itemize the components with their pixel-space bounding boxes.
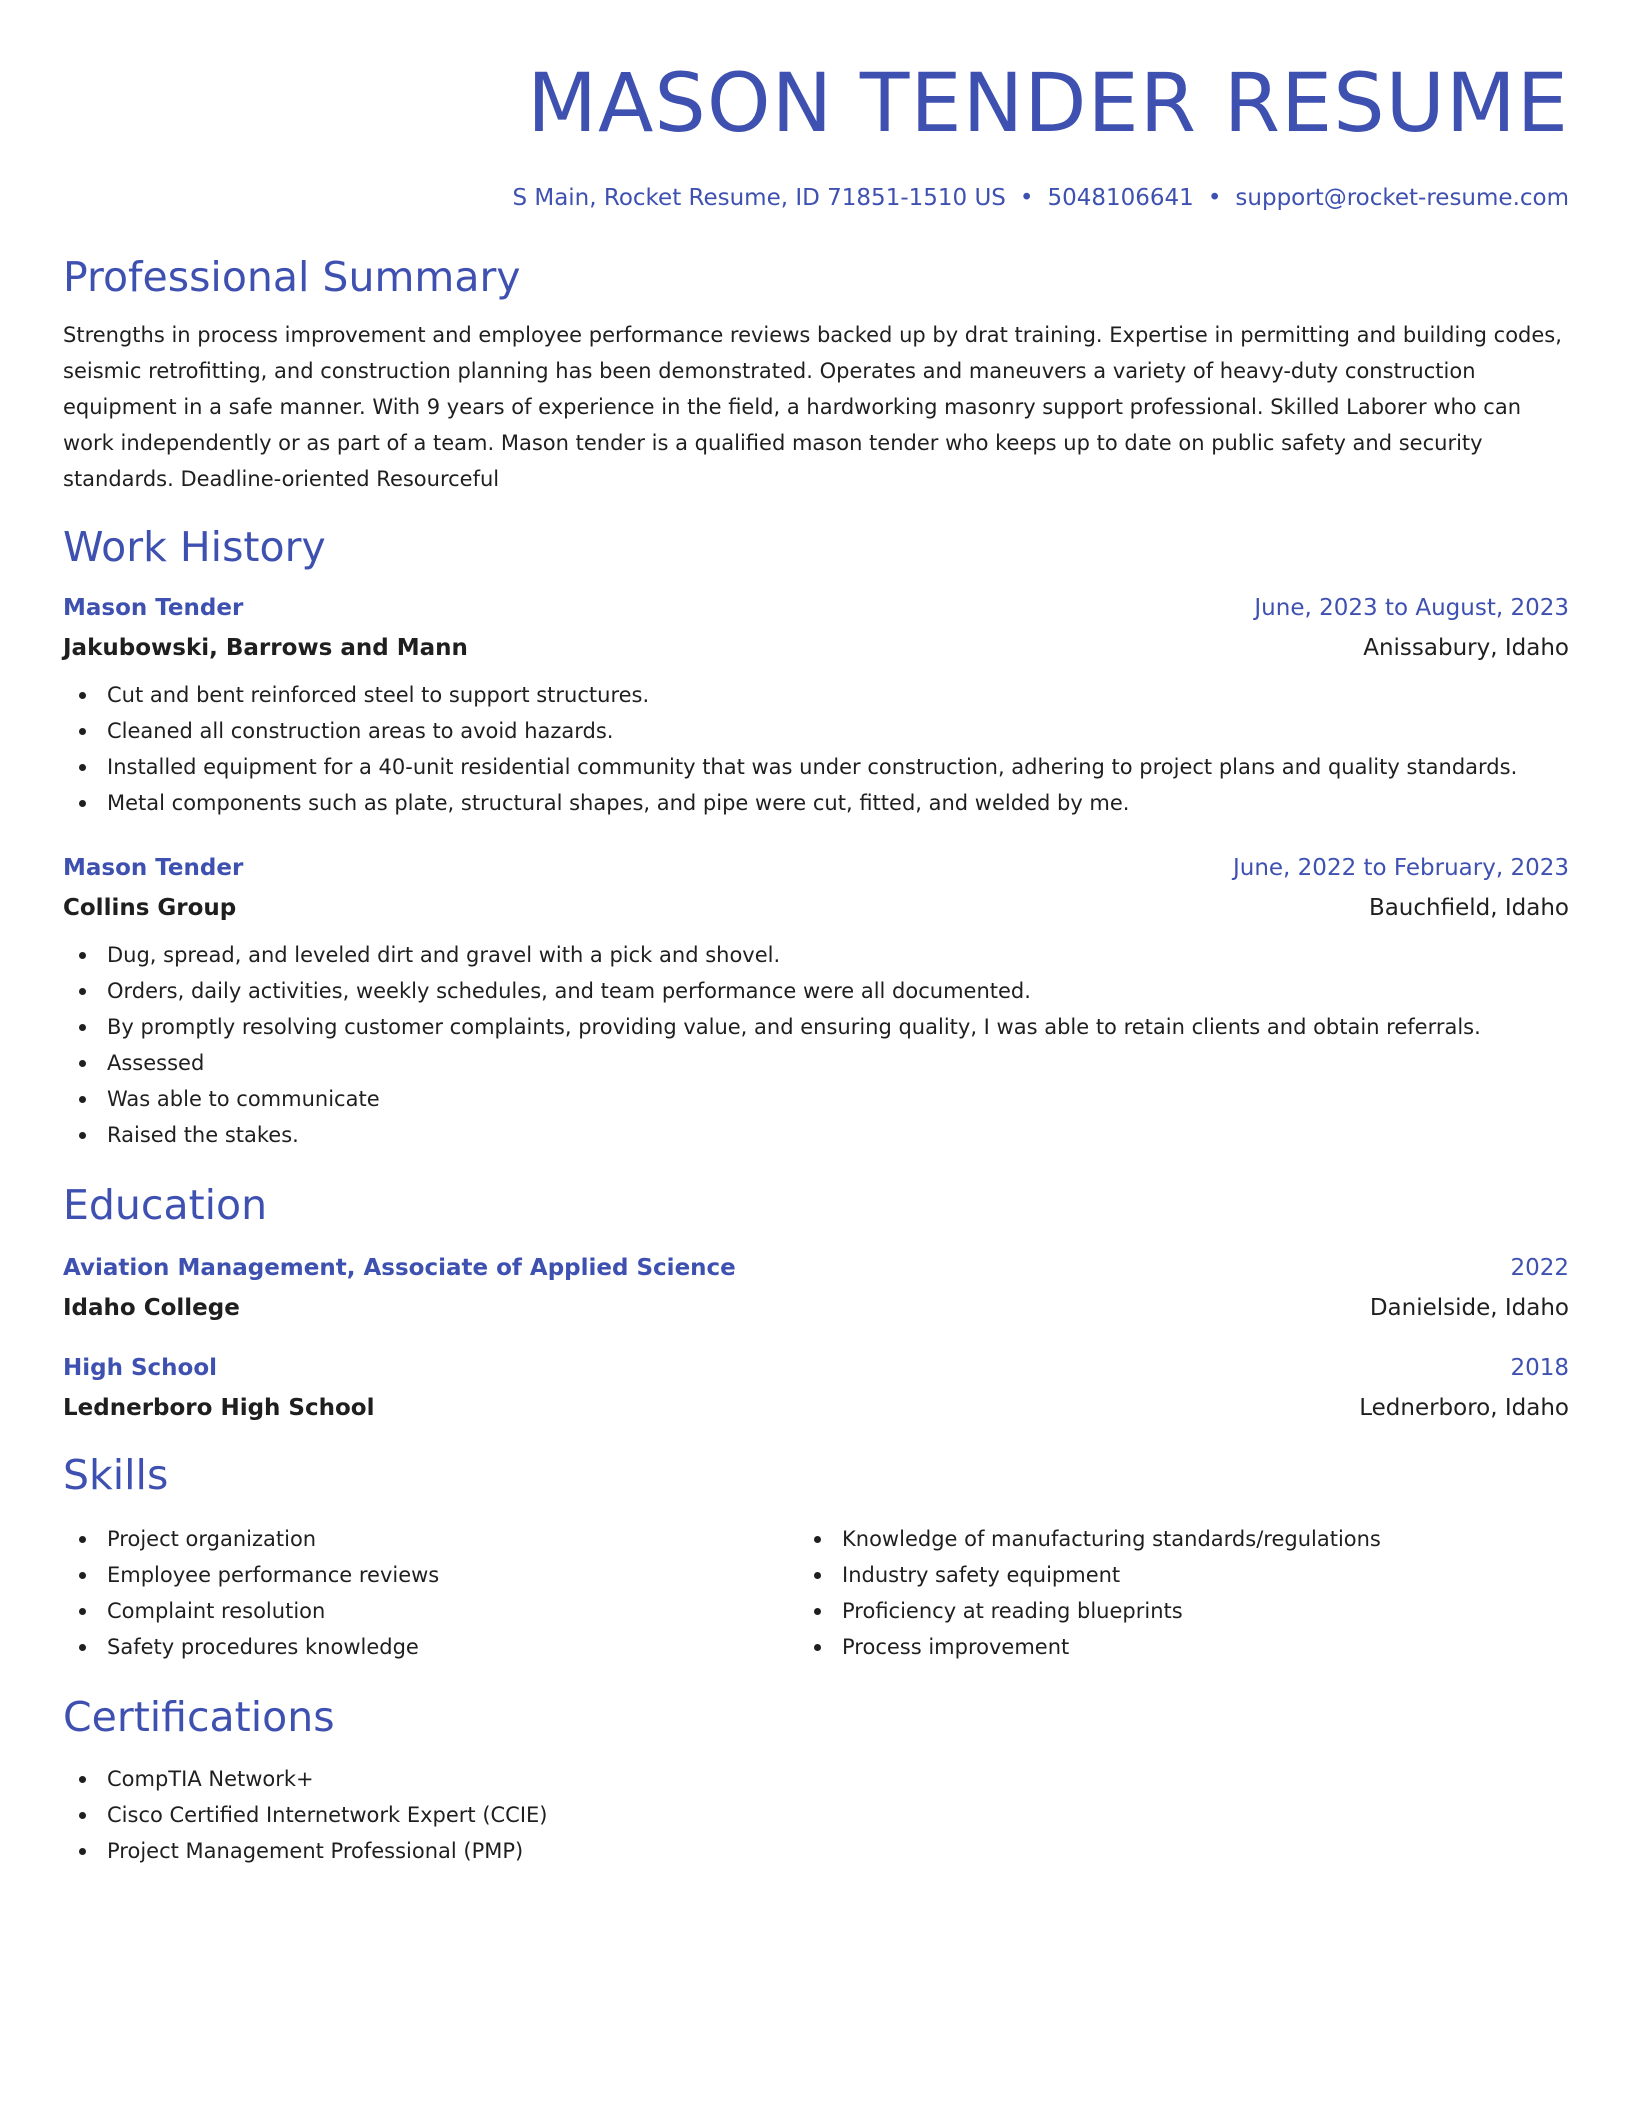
list-item: Raised the stakes.: [63, 1117, 1569, 1153]
education-year: 2018: [1510, 1355, 1569, 1381]
job-company-row: [63, 633, 1569, 663]
list-item: Installed equipment for a 40-unit residential community that was under construction, adhering to project plans and quality standards.: [63, 749, 1569, 785]
contact-phone: 5048106641: [1047, 185, 1194, 211]
certifications-list: [63, 1761, 1569, 1869]
list-item: Metal components such as plate, structural shapes, and pipe were cut, fitted, and welded by me.: [63, 785, 1569, 821]
list-item: Complaint resolution: [63, 1593, 798, 1629]
education-heading: Education: [63, 1181, 268, 1229]
job-entry: [63, 593, 1569, 821]
education-degree: High School: [63, 1355, 218, 1381]
education-year: 2022: [1510, 1255, 1569, 1281]
list-item: Industry safety equipment: [798, 1557, 1533, 1593]
education-location: Danielside, Idaho: [1369, 1295, 1569, 1321]
job-dates: June, 2022 to February, 2023: [1232, 855, 1569, 881]
certifications-heading: Certifications: [63, 1693, 335, 1741]
list-item: Employee performance reviews: [63, 1557, 798, 1593]
list-item: Cleaned all construction areas to avoid hazards.: [63, 713, 1569, 749]
education-header: [63, 1353, 1569, 1383]
list-item: Project organization: [63, 1521, 798, 1557]
list-item: Cisco Certified Internetwork Expert (CCIE): [63, 1797, 1569, 1833]
list-item: Project Management Professional (PMP): [63, 1833, 1569, 1869]
education-entry: [63, 1353, 1569, 1423]
list-item: Knowledge of manufacturing standards/regulations: [798, 1521, 1533, 1557]
job-dates: June, 2023 to August, 2023: [1254, 595, 1569, 621]
contact-line: [63, 183, 1569, 213]
contact-email[interactable]: support@rocket-resume.com: [1235, 185, 1569, 211]
job-title: Mason Tender: [63, 595, 244, 621]
contact-separator: •: [1019, 185, 1034, 211]
list-item: Orders, daily activities, weekly schedules, and team performance were all documented.: [63, 973, 1569, 1009]
education-school-row: [63, 1293, 1569, 1323]
job-company-row: [63, 893, 1569, 923]
education-location: Lednerboro, Idaho: [1359, 1395, 1569, 1421]
job-title: Mason Tender: [63, 855, 244, 881]
list-item: Assessed: [63, 1045, 1569, 1081]
education-school: Lednerboro High School: [63, 1395, 375, 1421]
job-location: Anissabury, Idaho: [1363, 635, 1569, 661]
skills-list-left: [63, 1521, 798, 1665]
list-item: Cut and bent reinforced steel to support structures.: [63, 677, 1569, 713]
skills-list-right: [798, 1521, 1533, 1665]
list-item: Was able to communicate: [63, 1081, 1569, 1117]
resume-name: MASON TENDER RESUME: [527, 57, 1569, 151]
summary-heading: Professional Summary: [63, 253, 521, 301]
contact-separator: •: [1207, 185, 1222, 211]
job-company: Collins Group: [63, 895, 237, 921]
education-school-row: [63, 1393, 1569, 1423]
job-company: Jakubowski, Barrows and Mann: [63, 635, 468, 661]
job-header: [63, 853, 1569, 883]
education-entry: [63, 1253, 1569, 1323]
job-location: Bauchfield, Idaho: [1368, 895, 1569, 921]
summary-text: Strengths in process improvement and employee performance reviews backed up by drat training. Expertise in permitting and building codes, seismic retrofitting, and construction planning has been demonstrated. Operates and maneuvers a variety of heavy-duty construction equipment in a safe manner. With 9 years of experience in the field, a hardworking masonry support professional. Skilled Laborer who can work independently or as part of a team. Mason tender is a qualified mason tender who keeps up to date on public safety and security standards. Deadline-oriented Resourceful: [63, 323, 1562, 491]
list-item: Proficiency at reading blueprints: [798, 1593, 1533, 1629]
skills-grid: [63, 1521, 1569, 1665]
list-item: Process improvement: [798, 1629, 1533, 1665]
work-history-heading: Work History: [63, 523, 326, 571]
list-item: Safety procedures knowledge: [63, 1629, 798, 1665]
job-bullets: [63, 677, 1569, 821]
list-item: Dug, spread, and leveled dirt and gravel with a pick and shovel.: [63, 937, 1569, 973]
contact-address: S Main, Rocket Resume, ID 71851-1510 US: [512, 185, 1006, 211]
job-entry: [63, 853, 1569, 1153]
job-bullets: [63, 937, 1569, 1153]
skills-heading: Skills: [63, 1451, 169, 1499]
education-degree: Aviation Management, Associate of Applied Science: [63, 1255, 736, 1281]
list-item: CompTIA Network+: [63, 1761, 1569, 1797]
education-header: [63, 1253, 1569, 1283]
job-header: [63, 593, 1569, 623]
education-school: Idaho College: [63, 1295, 240, 1321]
list-item: By promptly resolving customer complaints, providing value, and ensuring quality, I was able to retain clients and obtain referrals.: [63, 1009, 1569, 1045]
